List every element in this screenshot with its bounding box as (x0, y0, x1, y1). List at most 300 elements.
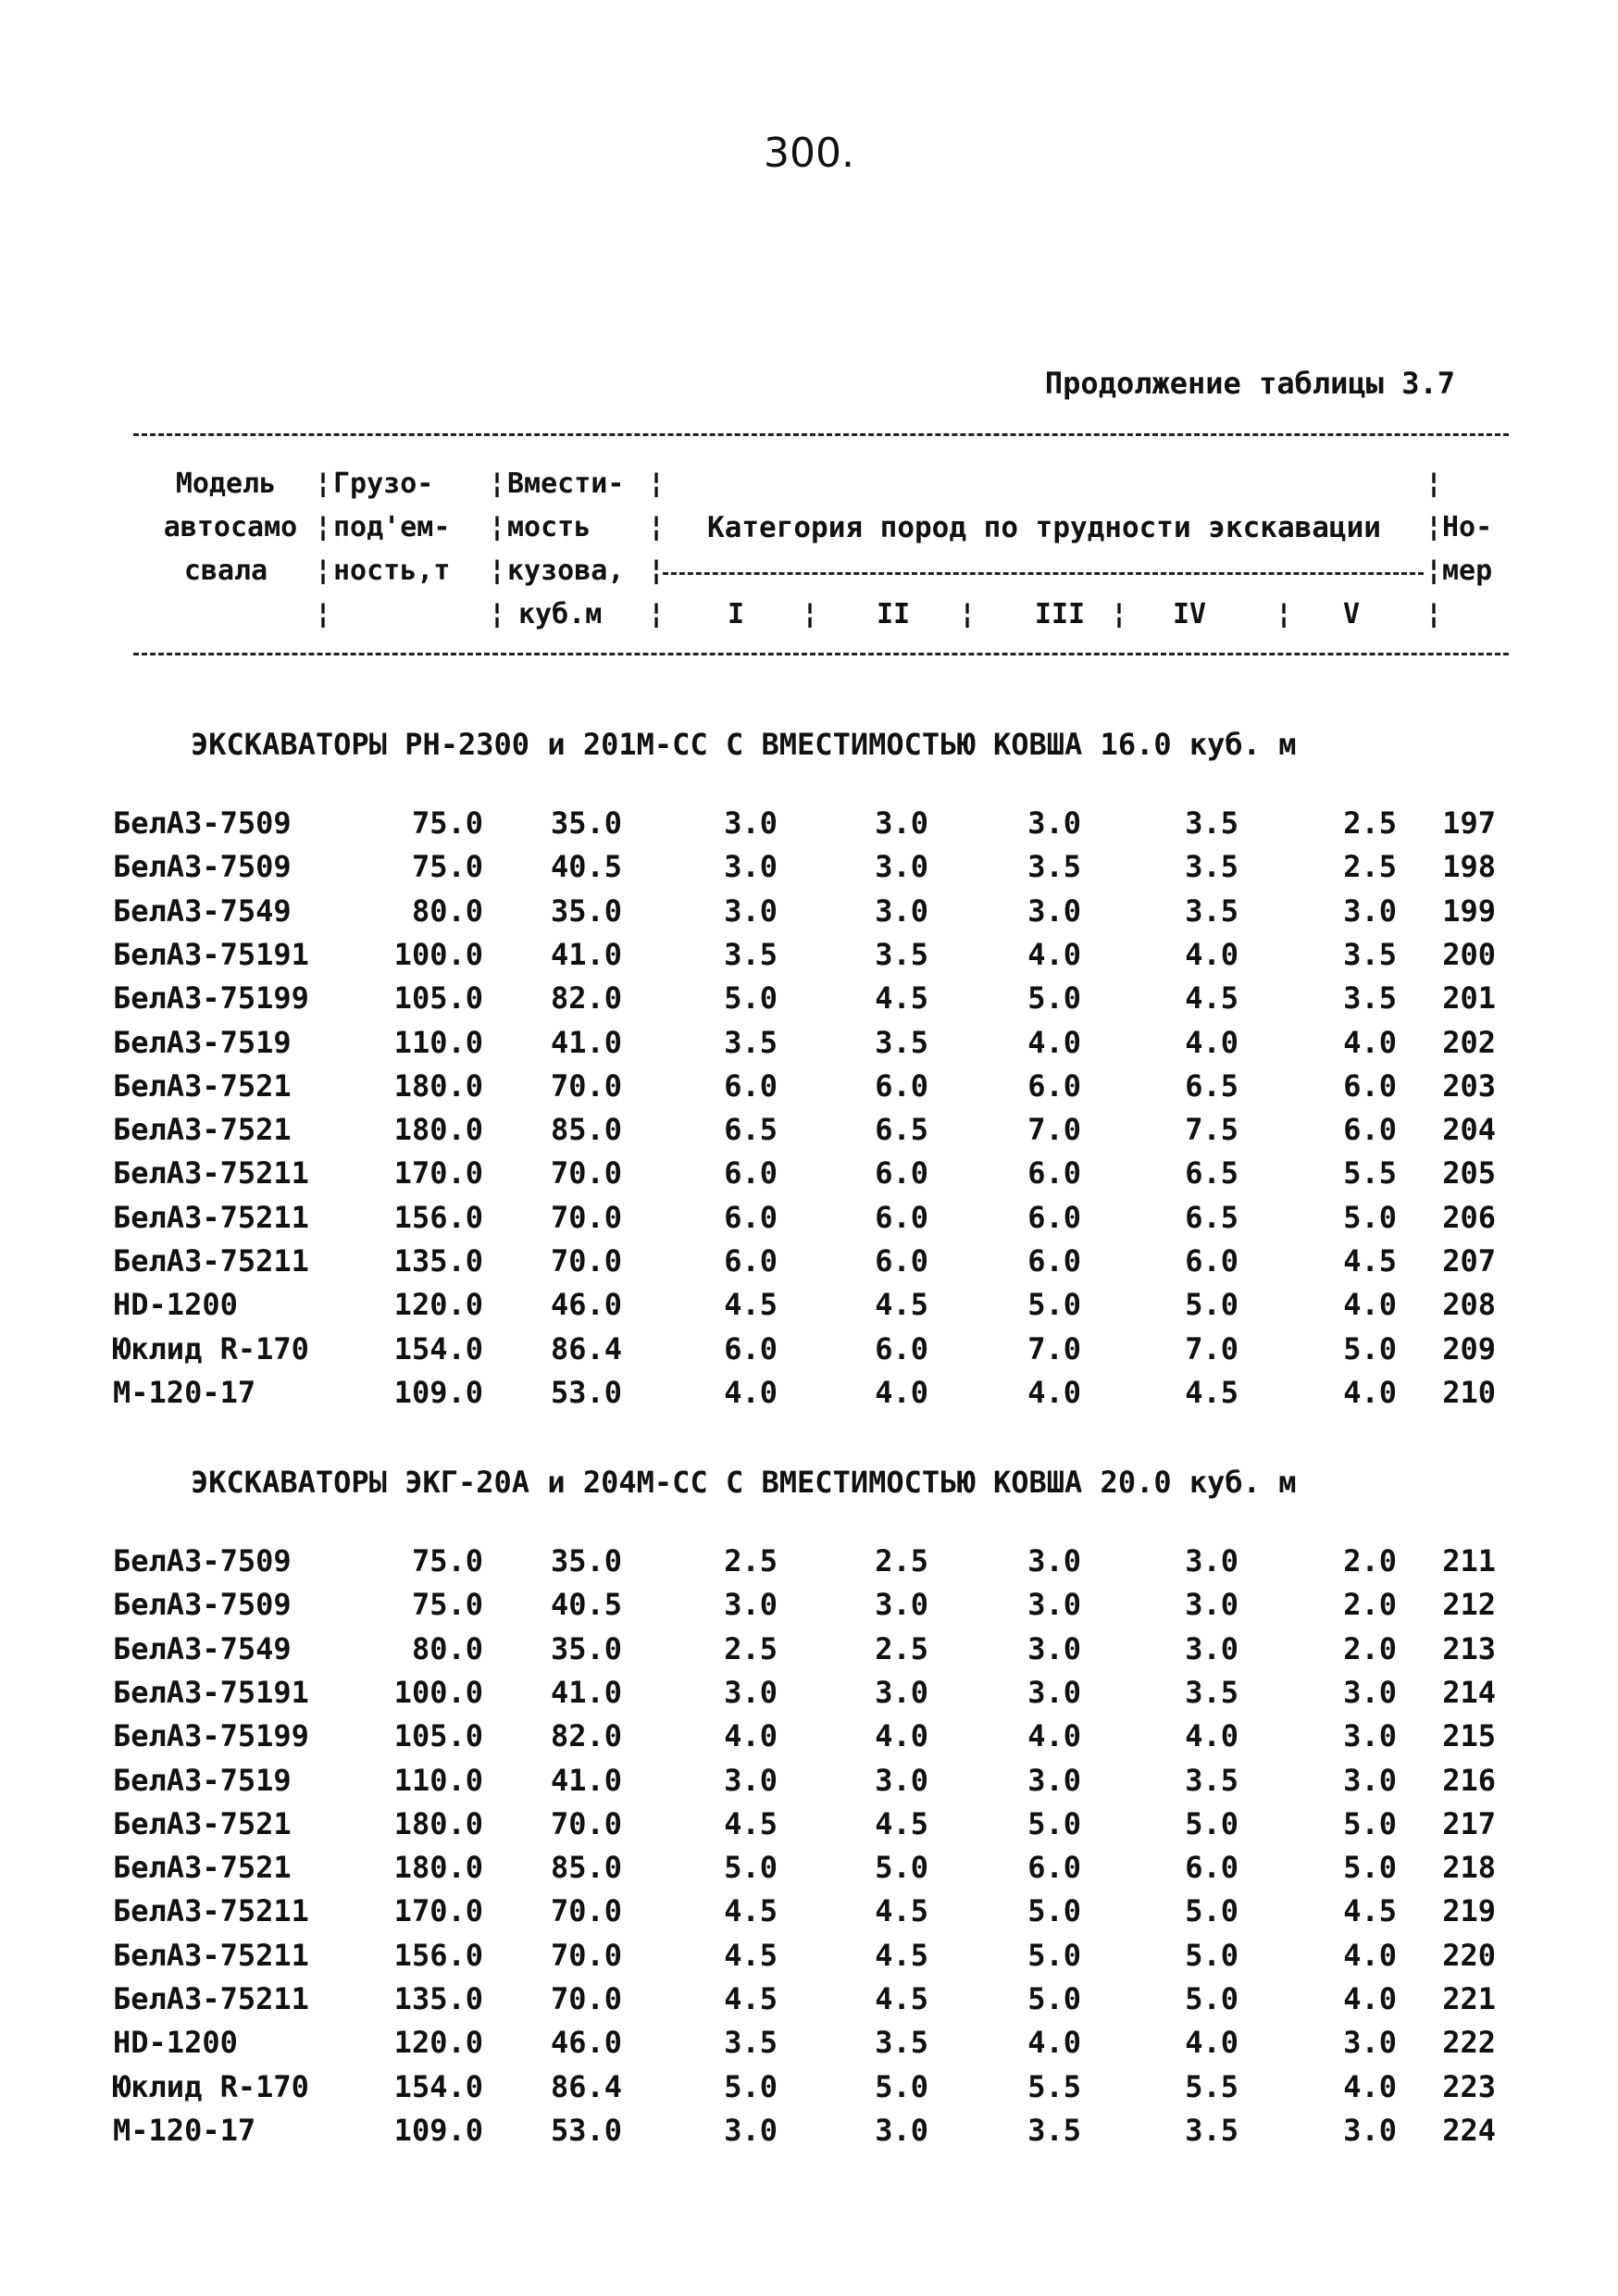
cell-category-1: 6.0 (724, 1330, 778, 1366)
cell-number: 218 (1442, 1850, 1496, 1886)
cell-category-2: 4.0 (875, 1718, 928, 1754)
table-row (0, 1068, 1618, 1112)
cell-volume: 85.0 (550, 1112, 622, 1148)
header-separator: ¦ (315, 555, 332, 587)
cell-category-2: 3.0 (875, 1587, 928, 1623)
cell-capacity: 109.0 (393, 1374, 483, 1410)
table-row (0, 2069, 1618, 2113)
cell-category-3: 4.0 (1027, 1024, 1081, 1060)
cell-number: 219 (1442, 1893, 1496, 1929)
cell-capacity: 109.0 (393, 2112, 483, 2148)
cell-category-5: 5.0 (1343, 1330, 1397, 1366)
cell-model: БелАЗ-7549 (113, 892, 292, 929)
cell-category-5: 4.0 (1343, 1981, 1397, 2016)
cell-category-1: 2.5 (724, 1543, 778, 1578)
header-number-line2: мер (1442, 555, 1493, 587)
cell-category-5: 5.0 (1343, 1805, 1397, 1841)
cell-category-3: 3.0 (1027, 1762, 1081, 1798)
cell-number: 224 (1442, 2112, 1496, 2148)
cell-category-2: 3.0 (875, 2112, 928, 2148)
cell-number: 207 (1442, 1243, 1496, 1279)
cell-model: БелАЗ-7521 (113, 1805, 292, 1841)
header-separator: ¦ (315, 468, 332, 500)
cell-volume: 86.4 (550, 2068, 622, 2104)
header-separator: ¦ (489, 598, 506, 630)
table-row (0, 1200, 1618, 1243)
cell-volume: 46.0 (550, 2025, 622, 2061)
cell-category-1: 3.0 (724, 1762, 778, 1798)
cell-capacity: 110.0 (393, 1024, 483, 1060)
cell-category-2: 6.0 (875, 1155, 928, 1192)
table-row (0, 1675, 1618, 1718)
cell-volume: 70.0 (550, 1805, 622, 1841)
cell-category-4: 3.0 (1185, 1543, 1238, 1578)
cell-category-5: 4.0 (1343, 2068, 1397, 2104)
table-row (0, 2113, 1618, 2156)
cell-category-2: 4.5 (875, 1893, 928, 1929)
cell-category-1: 6.0 (724, 1243, 778, 1279)
cell-category-4: 3.5 (1185, 1674, 1238, 1710)
cell-category-2: 2.5 (875, 1543, 928, 1578)
cell-model: БелАЗ-75211 (113, 1893, 309, 1929)
cell-volume: 41.0 (550, 936, 622, 972)
table-row (0, 1806, 1618, 1850)
cell-category-1: 3.5 (724, 1024, 778, 1060)
header-separator: ¦ (1276, 598, 1293, 630)
cell-category-2: 4.0 (875, 1374, 928, 1410)
cell-category-3: 5.0 (1027, 1287, 1081, 1323)
cell-number: 202 (1442, 1024, 1496, 1060)
cell-category-2: 3.0 (875, 1674, 928, 1710)
cell-category-5: 4.0 (1343, 1024, 1397, 1060)
cell-volume: 53.0 (550, 1374, 622, 1410)
cell-category-1: 6.5 (724, 1112, 778, 1148)
cell-capacity: 154.0 (393, 1330, 483, 1366)
cell-category-1: 4.5 (724, 1893, 778, 1929)
cell-category-1: 5.0 (724, 980, 778, 1017)
header-volume-line2: мость (507, 511, 591, 543)
cell-category-4: 3.0 (1185, 1587, 1238, 1623)
cell-category-1: 3.0 (724, 892, 778, 929)
cell-category-3: 5.0 (1027, 1937, 1081, 1973)
cell-category-5: 4.0 (1343, 1287, 1397, 1323)
header-model-line3: свала (183, 555, 268, 587)
cell-number: 215 (1442, 1718, 1496, 1754)
cell-capacity: 154.0 (393, 2068, 483, 2104)
cell-category-5: 2.0 (1343, 1543, 1397, 1578)
cell-category-3: 5.0 (1027, 980, 1081, 1017)
cell-category-1: 4.5 (724, 1981, 778, 2016)
cell-volume: 70.0 (550, 1243, 622, 1279)
table-row (0, 805, 1618, 849)
header-capacity-line1: Грузо- (333, 468, 434, 500)
cell-capacity: 180.0 (393, 1112, 483, 1148)
cell-capacity: 75.0 (411, 849, 483, 885)
cell-category-2: 4.5 (875, 1805, 928, 1841)
cell-category-5: 4.0 (1343, 1374, 1397, 1410)
cell-category-5: 6.0 (1343, 1067, 1397, 1104)
cell-category-5: 5.0 (1343, 1199, 1397, 1235)
cell-number: 213 (1442, 1630, 1496, 1666)
cell-category-1: 4.5 (724, 1805, 778, 1841)
cell-category-2: 4.5 (875, 1981, 928, 2016)
cell-capacity: 120.0 (393, 2025, 483, 2061)
cell-category-3: 3.0 (1027, 1674, 1081, 1710)
cell-category-2: 3.0 (875, 892, 928, 929)
table-row (0, 1631, 1618, 1675)
table-row (0, 2025, 1618, 2068)
cell-category-3: 3.0 (1027, 1587, 1081, 1623)
cell-category-4: 7.0 (1185, 1330, 1238, 1366)
cell-category-3: 6.0 (1027, 1067, 1081, 1104)
cell-model: БелАЗ-7509 (113, 849, 292, 885)
cell-category-3: 3.0 (1027, 1543, 1081, 1578)
cell-category-4: 3.5 (1185, 849, 1238, 885)
cell-category-2: 3.5 (875, 936, 928, 972)
cell-category-2: 6.0 (875, 1067, 928, 1104)
cell-category-3: 5.5 (1027, 2068, 1081, 2104)
cell-category-5: 2.0 (1343, 1587, 1397, 1623)
header-category-2: II (876, 598, 911, 630)
cell-category-3: 6.0 (1027, 1155, 1081, 1192)
cell-category-2: 5.0 (875, 1850, 928, 1886)
cell-volume: 82.0 (550, 980, 622, 1017)
cell-category-2: 4.5 (875, 1287, 928, 1323)
cell-category-3: 5.0 (1027, 1893, 1081, 1929)
cell-capacity: 180.0 (393, 1067, 483, 1104)
cell-number: 216 (1442, 1762, 1496, 1798)
cell-number: 201 (1442, 980, 1496, 1017)
cell-capacity: 75.0 (411, 805, 483, 841)
cell-volume: 82.0 (550, 1718, 622, 1754)
cell-model: БелАЗ-7549 (113, 1630, 292, 1666)
cell-category-5: 3.0 (1343, 2025, 1397, 2061)
cell-category-4: 5.0 (1185, 1981, 1238, 2016)
page-number: 300. (764, 130, 854, 177)
cell-number: 212 (1442, 1587, 1496, 1623)
cell-number: 221 (1442, 1981, 1496, 2016)
cell-number: 206 (1442, 1199, 1496, 1235)
cell-category-1: 3.0 (724, 2112, 778, 2148)
cell-category-3: 5.0 (1027, 1805, 1081, 1841)
cell-volume: 35.0 (550, 1630, 622, 1666)
table-row (0, 1155, 1618, 1199)
cell-category-2: 6.0 (875, 1199, 928, 1235)
cell-category-5: 3.0 (1343, 892, 1397, 929)
table-row (0, 1893, 1618, 1937)
header-separator: ¦ (1425, 555, 1443, 587)
table-row (0, 1587, 1618, 1630)
cell-model: М-120-17 (113, 1374, 256, 1410)
header-separator: ¦ (959, 598, 977, 630)
cell-model: БелАЗ-7509 (113, 1587, 292, 1623)
table-top-rule (133, 433, 1509, 436)
table-row (0, 1718, 1618, 1762)
header-number-line1: Но- (1442, 511, 1493, 543)
cell-category-1: 4.5 (724, 1287, 778, 1323)
cell-capacity: 156.0 (393, 1199, 483, 1235)
cell-capacity: 100.0 (393, 936, 483, 972)
cell-capacity: 156.0 (393, 1937, 483, 1973)
cell-category-3: 5.0 (1027, 1981, 1081, 2016)
cell-number: 223 (1442, 2068, 1496, 2104)
cell-category-4: 5.0 (1185, 1287, 1238, 1323)
header-separator: ¦ (648, 598, 666, 630)
cell-model: БелАЗ-75191 (113, 936, 309, 972)
cell-category-5: 2.5 (1343, 805, 1397, 841)
cell-category-1: 6.0 (724, 1199, 778, 1235)
table-row (0, 937, 1618, 980)
cell-category-1: 4.5 (724, 1937, 778, 1973)
cell-volume: 70.0 (550, 1937, 622, 1973)
cell-category-4: 6.0 (1185, 1243, 1238, 1279)
cell-volume: 40.5 (550, 1587, 622, 1623)
cell-category-1: 5.0 (724, 2068, 778, 2104)
cell-category-4: 4.5 (1185, 980, 1238, 1017)
cell-model: Юклид R-170 (113, 2068, 309, 2104)
cell-category-4: 6.5 (1185, 1155, 1238, 1192)
cell-volume: 35.0 (550, 805, 622, 841)
cell-category-1: 3.0 (724, 805, 778, 841)
cell-number: 204 (1442, 1112, 1496, 1148)
header-separator: ¦ (1111, 598, 1128, 630)
header-separator: ¦ (315, 598, 332, 630)
cell-capacity: 135.0 (393, 1243, 483, 1279)
table-row (0, 1938, 1618, 1981)
cell-category-4: 3.5 (1185, 2112, 1238, 2148)
cell-capacity: 80.0 (411, 892, 483, 929)
cell-capacity: 135.0 (393, 1981, 483, 2016)
cell-category-4: 5.0 (1185, 1937, 1238, 1973)
cell-volume: 46.0 (550, 1287, 622, 1323)
cell-category-4: 6.5 (1185, 1199, 1238, 1235)
cell-volume: 35.0 (550, 892, 622, 929)
cell-model: HD-1200 (113, 2025, 238, 2061)
header-separator: ¦ (1425, 511, 1443, 543)
cell-category-2: 4.5 (875, 980, 928, 1017)
cell-number: 222 (1442, 2025, 1496, 2061)
cell-category-2: 6.0 (875, 1243, 928, 1279)
cell-capacity: 110.0 (393, 1762, 483, 1798)
cell-model: БелАЗ-75191 (113, 1674, 309, 1710)
cell-category-5: 2.5 (1343, 849, 1397, 885)
cell-number: 210 (1442, 1374, 1496, 1410)
cell-category-4: 4.5 (1185, 1374, 1238, 1410)
cell-category-3: 4.0 (1027, 1718, 1081, 1754)
table-row (0, 1850, 1618, 1893)
header-category-3: III (1034, 598, 1086, 630)
cell-category-1: 3.0 (724, 849, 778, 885)
table-continuation-caption: Продолжение таблицы 3.7 (1044, 366, 1455, 401)
header-separator: ¦ (802, 598, 819, 630)
cell-category-3: 3.0 (1027, 1630, 1081, 1666)
table-row (0, 1112, 1618, 1155)
cell-category-3: 4.0 (1027, 2025, 1081, 2061)
cell-capacity: 75.0 (411, 1543, 483, 1578)
cell-category-5: 5.0 (1343, 1850, 1397, 1886)
header-category-title: Категория пород по трудности экскавации (707, 511, 1381, 544)
cell-model: БелАЗ-75211 (113, 1243, 309, 1279)
cell-category-4: 3.5 (1185, 1762, 1238, 1798)
cell-category-2: 5.0 (875, 2068, 928, 2104)
cell-model: БелАЗ-7509 (113, 1543, 292, 1578)
cell-number: 197 (1442, 805, 1496, 841)
cell-category-1: 4.0 (724, 1374, 778, 1410)
header-category-4: IV (1172, 598, 1207, 630)
cell-category-4: 4.0 (1185, 936, 1238, 972)
cell-category-5: 4.0 (1343, 1937, 1397, 1973)
cell-model: HD-1200 (113, 1287, 238, 1323)
header-inner-rule (663, 572, 1424, 575)
cell-category-4: 6.0 (1185, 1850, 1238, 1886)
cell-volume: 40.5 (550, 849, 622, 885)
cell-category-2: 3.0 (875, 1762, 928, 1798)
cell-model: БелАЗ-7509 (113, 805, 292, 841)
cell-capacity: 75.0 (411, 1587, 483, 1623)
cell-number: 211 (1442, 1543, 1496, 1578)
cell-category-4: 7.5 (1185, 1112, 1238, 1148)
cell-category-3: 3.0 (1027, 892, 1081, 929)
cell-category-2: 3.5 (875, 1024, 928, 1060)
cell-category-5: 3.0 (1343, 2112, 1397, 2148)
cell-category-5: 4.5 (1343, 1243, 1397, 1279)
cell-capacity: 180.0 (393, 1805, 483, 1841)
table-row (0, 1243, 1618, 1287)
table-row (0, 1375, 1618, 1418)
header-model-line2: автосамо (163, 511, 298, 543)
cell-category-1: 3.0 (724, 1587, 778, 1623)
cell-category-4: 6.5 (1185, 1067, 1238, 1104)
cell-category-3: 3.5 (1027, 2112, 1081, 2148)
table-row (0, 1287, 1618, 1330)
header-volume-line4: куб.м (518, 598, 603, 630)
cell-volume: 70.0 (550, 1199, 622, 1235)
header-volume-line3: кузова, (507, 555, 625, 587)
cell-capacity: 105.0 (393, 1718, 483, 1754)
cell-number: 199 (1442, 892, 1496, 929)
table-row (0, 1763, 1618, 1806)
cell-category-3: 7.0 (1027, 1112, 1081, 1148)
cell-volume: 53.0 (550, 2112, 622, 2148)
cell-category-1: 3.0 (724, 1674, 778, 1710)
header-separator: ¦ (489, 511, 506, 543)
cell-category-3: 3.5 (1027, 849, 1081, 885)
header-separator: ¦ (648, 511, 666, 543)
cell-category-1: 4.0 (724, 1718, 778, 1754)
cell-category-3: 3.0 (1027, 805, 1081, 841)
cell-number: 205 (1442, 1155, 1496, 1192)
cell-category-3: 7.0 (1027, 1330, 1081, 1366)
cell-number: 209 (1442, 1330, 1496, 1366)
cell-category-4: 3.0 (1185, 1630, 1238, 1666)
cell-model: БелАЗ-75211 (113, 1155, 309, 1192)
header-separator: ¦ (489, 468, 506, 500)
cell-category-1: 3.5 (724, 2025, 778, 2061)
cell-category-1: 6.0 (724, 1155, 778, 1192)
cell-category-4: 5.0 (1185, 1805, 1238, 1841)
cell-capacity: 170.0 (393, 1155, 483, 1192)
cell-volume: 41.0 (550, 1674, 622, 1710)
header-separator: ¦ (315, 511, 332, 543)
header-separator: ¦ (1425, 598, 1443, 630)
cell-capacity: 105.0 (393, 980, 483, 1017)
cell-model: БелАЗ-75211 (113, 1937, 309, 1973)
cell-category-5: 3.0 (1343, 1718, 1397, 1754)
section-title: ЭКСКАВАТОРЫ РН-2300 и 201М-СС С ВМЕСТИМОСТЬЮ КОВША 16.0 куб. м (191, 727, 1297, 762)
cell-model: БелАЗ-75211 (113, 1199, 309, 1235)
header-category-5: V (1342, 598, 1361, 630)
header-category-1: I (727, 598, 745, 630)
cell-volume: 86.4 (550, 1330, 622, 1366)
cell-model: БелАЗ-75211 (113, 1981, 309, 2016)
cell-volume: 41.0 (550, 1762, 622, 1798)
cell-category-2: 3.0 (875, 805, 928, 841)
cell-model: БелАЗ-7521 (113, 1112, 292, 1148)
cell-volume: 85.0 (550, 1850, 622, 1886)
cell-model: БелАЗ-7519 (113, 1024, 292, 1060)
cell-number: 198 (1442, 849, 1496, 885)
table-row (0, 1331, 1618, 1375)
cell-capacity: 120.0 (393, 1287, 483, 1323)
cell-capacity: 180.0 (393, 1850, 483, 1886)
cell-category-2: 2.5 (875, 1630, 928, 1666)
cell-category-4: 4.0 (1185, 1024, 1238, 1060)
header-capacity-line2: под'ем- (333, 511, 451, 543)
cell-number: 200 (1442, 936, 1496, 972)
cell-category-1: 6.0 (724, 1067, 778, 1104)
header-separator: ¦ (648, 468, 666, 500)
cell-category-4: 4.0 (1185, 1718, 1238, 1754)
cell-model: БелАЗ-75199 (113, 1718, 309, 1754)
cell-category-2: 3.0 (875, 849, 928, 885)
table-row (0, 980, 1618, 1024)
cell-category-4: 5.0 (1185, 1893, 1238, 1929)
cell-category-1: 5.0 (724, 1850, 778, 1886)
cell-category-5: 3.0 (1343, 1674, 1397, 1710)
cell-capacity: 80.0 (411, 1630, 483, 1666)
header-separator: ¦ (1425, 468, 1443, 500)
cell-number: 214 (1442, 1674, 1496, 1710)
section-title: ЭКСКАВАТОРЫ ЭКГ-20А и 204М-СС С ВМЕСТИМОСТЬЮ КОВША 20.0 куб. м (191, 1465, 1297, 1500)
cell-model: М-120-17 (113, 2112, 256, 2148)
cell-number: 220 (1442, 1937, 1496, 1973)
header-model-line1: Модель (175, 468, 277, 500)
cell-category-4: 4.0 (1185, 2025, 1238, 2061)
cell-category-5: 3.5 (1343, 980, 1397, 1017)
header-separator: ¦ (489, 555, 506, 587)
cell-model: БелАЗ-7521 (113, 1850, 292, 1886)
cell-category-1: 2.5 (724, 1630, 778, 1666)
cell-capacity: 170.0 (393, 1893, 483, 1929)
table-row (0, 1981, 1618, 2025)
cell-model: БелАЗ-7521 (113, 1067, 292, 1104)
cell-category-3: 6.0 (1027, 1199, 1081, 1235)
table-row (0, 1543, 1618, 1587)
cell-category-1: 3.5 (724, 936, 778, 972)
cell-category-3: 4.0 (1027, 936, 1081, 972)
cell-category-4: 5.5 (1185, 2068, 1238, 2104)
cell-volume: 70.0 (550, 1981, 622, 2016)
cell-volume: 70.0 (550, 1155, 622, 1192)
cell-category-3: 4.0 (1027, 1374, 1081, 1410)
cell-category-2: 6.0 (875, 1330, 928, 1366)
header-volume-line1: Вмести- (507, 468, 625, 500)
cell-category-5: 2.0 (1343, 1630, 1397, 1666)
cell-number: 203 (1442, 1067, 1496, 1104)
table-row (0, 893, 1618, 937)
cell-model: БелАЗ-7519 (113, 1762, 292, 1798)
cell-category-5: 3.0 (1343, 1762, 1397, 1798)
